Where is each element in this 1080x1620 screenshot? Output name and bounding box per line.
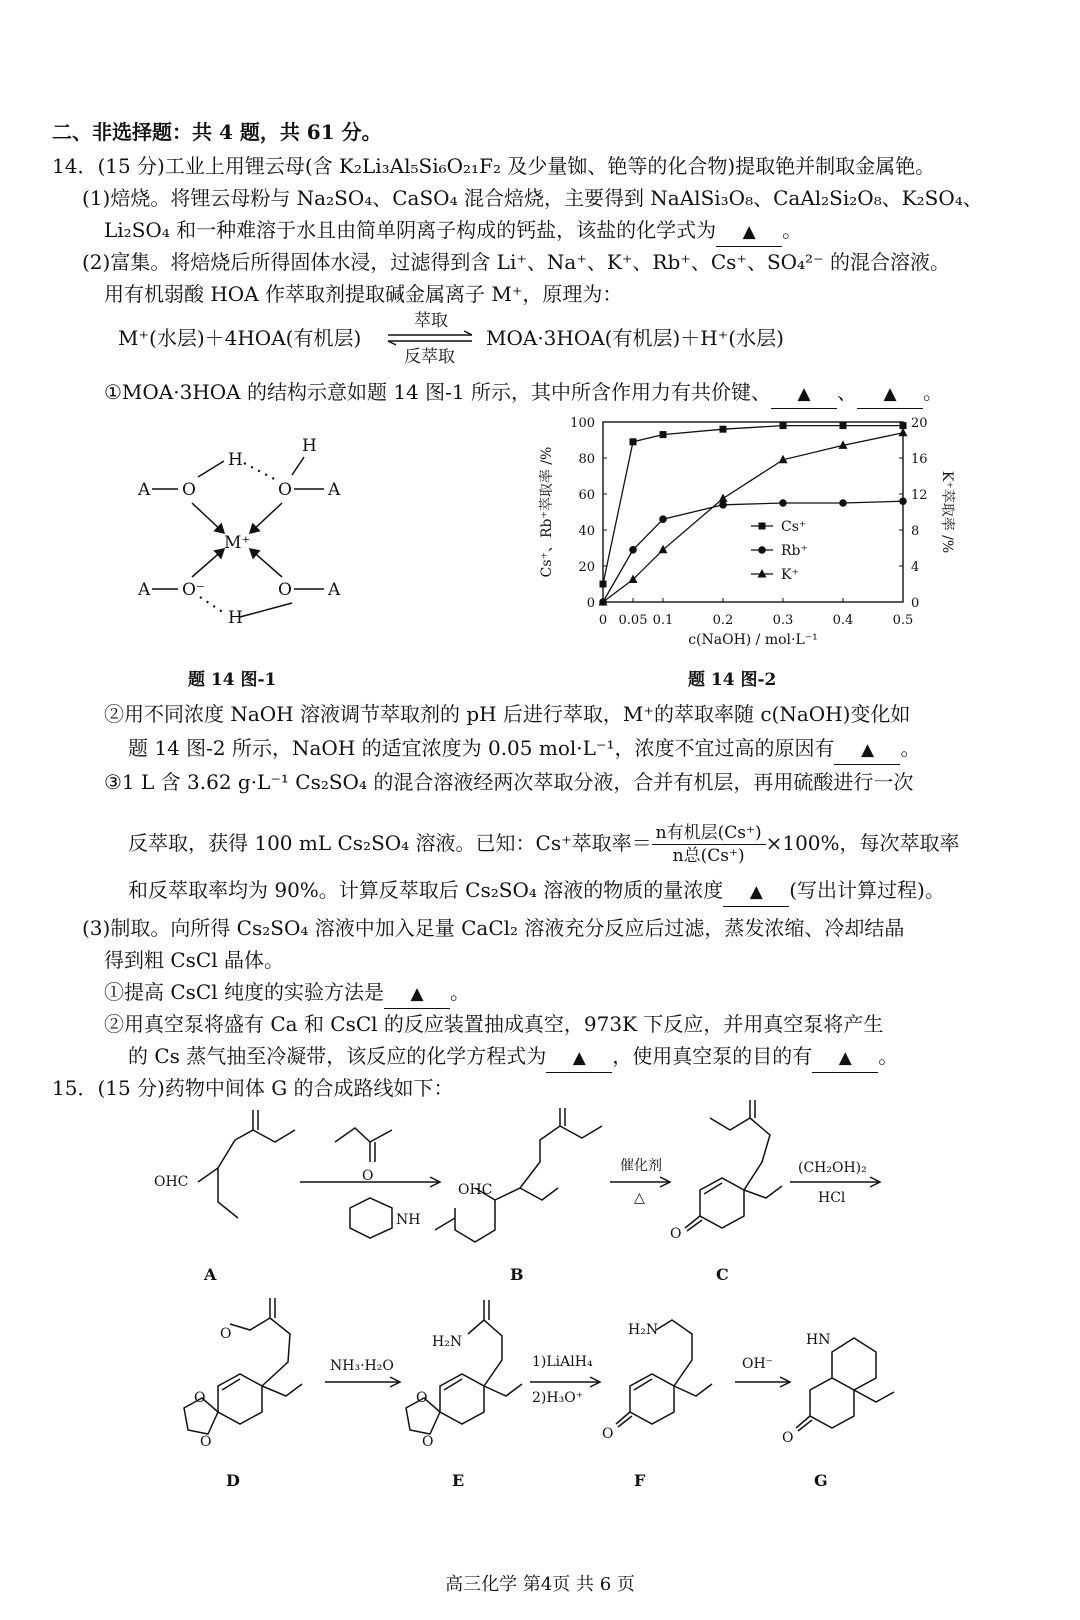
- answer-blank[interactable]: ▲: [771, 378, 837, 409]
- series-line-circle: [603, 501, 903, 602]
- legend-marker: [758, 546, 766, 554]
- compound-label-e: E: [452, 1471, 465, 1490]
- data-point-circle: [899, 497, 907, 505]
- compound-label-b: B: [510, 1265, 524, 1284]
- extraction-rate-fraction: $\frac{\text{n有机层(Cs⁺)}}{\text{n总(Cs⁺)}}$: [652, 822, 766, 867]
- x-tick-label: 0.3: [772, 613, 794, 628]
- synthesis-row1: [130, 1090, 950, 1300]
- q14-stem: 14．(15 分)工业上用锂云母(含 K₂Li₃Al₅Si₆O₂₁F₂ 及少量铷、铯等的化合物)提取铯并制取金属铯。: [52, 154, 936, 178]
- struct-label-a1: A: [138, 480, 151, 500]
- x-tick-label: 0.5: [892, 613, 914, 628]
- extraction-rate-chart: [525, 410, 995, 672]
- answer-blank[interactable]: ▲: [834, 734, 900, 765]
- fig2-caption: 题 14 图-2: [688, 670, 777, 690]
- struct-label-m: M⁺: [224, 533, 251, 553]
- y-left-axis-label: Cs⁺、Rb⁺萃取率 /%: [539, 446, 555, 578]
- struct-label-h3: H: [228, 608, 243, 628]
- y-right-axis-label: K⁺萃取率 /%: [939, 470, 955, 554]
- q14-part1-line1: (1)焙烧。将锂云母粉与 Na₂SO₄、CaSO₄ 混合焙烧，主要得到 NaAlSi₃O₈、CaAl₂Si₂O₈、K₂SO₄、: [82, 186, 983, 210]
- svg-text:O: O: [416, 1390, 428, 1406]
- answer-blank[interactable]: ▲: [546, 1042, 612, 1073]
- q14-part3-line2: 得到粗 CsCl 晶体。: [104, 948, 284, 972]
- reagent-heat: △: [634, 1190, 645, 1206]
- page-footer: 高三化学 第4页 共 6 页: [445, 1574, 635, 1595]
- answer-blank[interactable]: ▲: [384, 978, 450, 1009]
- data-point-circle: [839, 499, 847, 507]
- svg-text:O: O: [200, 1434, 212, 1450]
- reagent-lialh4: 1)LiAlH₄: [532, 1354, 593, 1370]
- y-right-tick-label: 8: [911, 524, 920, 539]
- q14-part2-line2: 用有机弱酸 HOA 作萃取剂提取碱金属离子 M⁺，原理为：: [104, 282, 623, 306]
- legend-marker: [759, 523, 766, 530]
- x-tick-label: 0.4: [832, 613, 854, 628]
- x-tick-label: 0: [598, 613, 608, 628]
- svg-text:O: O: [602, 1426, 614, 1442]
- data-point-square: [720, 426, 727, 433]
- y-left-tick-label: 40: [578, 524, 595, 539]
- compound-label-c: C: [716, 1265, 729, 1284]
- q14-part3-sub2-line2: 的 Cs 蒸气抽至冷凝带，该反应的化学方程式为 ▲ ，使用真空泵的目的有 ▲ 。: [128, 1042, 898, 1073]
- compound-label-a: A: [204, 1265, 217, 1284]
- chart-frame: [603, 422, 903, 602]
- fig1-caption: 题 14 图-1: [188, 670, 277, 690]
- y-left-tick-label: 100: [570, 416, 595, 431]
- reagent-hydroxide: OH⁻: [742, 1356, 774, 1372]
- struct-label-a3: A: [138, 580, 151, 600]
- x-tick-label: 0.1: [652, 613, 674, 628]
- series-line-square: [603, 426, 903, 584]
- equation-arrow-top: 萃取: [414, 311, 448, 331]
- reagent-catalyst: 催化剂: [620, 1158, 662, 1174]
- svg-text:O: O: [782, 1430, 794, 1446]
- equation-arrow-bottom: 反萃取: [404, 347, 455, 367]
- q14-sub1: ①MOA·3HOA 的结构示意如题 14 图-1 所示，其中所含作用力有共价键、 ▲ 、 ▲ 。: [104, 378, 943, 409]
- synthesis-row2: [150, 1290, 950, 1510]
- e-amide-label: H₂N: [432, 1334, 463, 1350]
- answer-blank[interactable]: ▲: [812, 1042, 878, 1073]
- data-point-circle: [659, 515, 667, 523]
- struct-label-a2: A: [328, 480, 341, 500]
- answer-blank[interactable]: ▲: [716, 216, 782, 247]
- y-left-tick-label: 60: [578, 488, 595, 503]
- q14-sub2-line1: ②用不同浓度 NaOH 溶液调节萃取剂的 pH 后进行萃取，M⁺的萃取率随 c(NaOH)变化如: [104, 702, 911, 726]
- q14-part1-line2: Li₂SO₄ 和一种难溶于水且由简单阴离子构成的钙盐，该盐的化学式为 ▲ 。: [104, 216, 802, 247]
- x-tick-label: 0.2: [712, 613, 734, 628]
- q14-part3-sub2-line1: ②用真空泵将盛有 Ca 和 CsCl 的反应装置抽成真空，973K 下反应，并用真空泵将产生: [104, 1012, 884, 1036]
- struct-label-o1: O: [182, 480, 196, 500]
- data-point-circle: [629, 546, 637, 554]
- b-cho-label: OHC: [458, 1182, 493, 1198]
- reagent-ethylene-glycol: (CH₂OH)₂: [798, 1160, 867, 1176]
- y-right-tick-label: 4: [911, 560, 920, 575]
- section-title: 二、非选择题：共 4 题，共 61 分。: [52, 120, 382, 144]
- data-point-circle: [779, 499, 787, 507]
- y-left-tick-label: 20: [578, 560, 595, 575]
- legend-label: Cs⁺: [781, 519, 807, 535]
- answer-blank[interactable]: ▲: [723, 876, 789, 907]
- y-left-tick-label: 0: [586, 596, 595, 611]
- struct-label-h2: H: [302, 436, 317, 456]
- struct-label-a4: A: [328, 580, 341, 600]
- svg-text:O: O: [670, 1226, 682, 1242]
- compound-label-f: F: [634, 1471, 646, 1490]
- svg-text:O: O: [220, 1326, 232, 1342]
- reagent-hcl: HCl: [818, 1190, 846, 1206]
- data-point-square: [840, 422, 847, 429]
- svg-text:O: O: [194, 1390, 206, 1406]
- compound-label-g: G: [814, 1471, 828, 1490]
- a-cho-label: OHC: [154, 1174, 189, 1190]
- y-right-tick-label: 12: [911, 488, 928, 503]
- equation-right: MOA·3HOA(有机层)＋H⁺(水层): [486, 326, 784, 350]
- q14-sub2-line2: 题 14 图-2 所示，NaOH 的适宜浓度为 0.05 mol·L⁻¹，浓度不宜过高的原因有 ▲ 。: [128, 734, 920, 765]
- q14-part3-sub1: ①提高 CsCl 纯度的实验方法是 ▲ 。: [104, 978, 470, 1009]
- reagent-ammonia: NH₃·H₂O: [330, 1358, 394, 1374]
- q14-part2-line1: (2)富集。将焙烧后所得固体水浸，过滤得到含 Li⁺、Na⁺、K⁺、Rb⁺、Cs⁺、SO₄²⁻ 的混合溶液。: [82, 250, 950, 274]
- legend-marker: [758, 569, 767, 578]
- y-right-tick-label: 16: [911, 452, 928, 467]
- equation-left: M⁺(水层)＋4HOA(有机层): [118, 326, 362, 350]
- q14-sub3-line3: 和反萃取率均为 90%。计算反萃取后 Cs₂SO₄ 溶液的物质的量浓度 ▲ (写出计算过程)。: [128, 876, 945, 907]
- data-point-square: [780, 422, 787, 429]
- data-point-square: [600, 581, 607, 588]
- q15-stem: 15．(15 分)药物中间体 G 的合成路线如下：: [52, 1076, 454, 1100]
- y-right-tick-label: 0: [911, 596, 920, 611]
- svg-text:O: O: [362, 1168, 374, 1184]
- data-point-square: [630, 438, 637, 445]
- legend-label: Rb⁺: [781, 543, 808, 559]
- data-point-triangle: [659, 545, 668, 554]
- piperidine-nh-label: NH: [396, 1212, 421, 1228]
- data-point-circle: [719, 501, 727, 509]
- q14-part1-text: Li₂SO₄ 和一种难溶于水且由简单阴离子构成的钙盐，该盐的化学式为: [104, 218, 717, 242]
- struct-label-o3: O⁻: [182, 580, 205, 600]
- q14-sub3-line1: ③1 L 含 3.62 g·L⁻¹ Cs₂SO₄ 的混合溶液经两次萃取分液，合并有机层，再用硫酸进行一次: [104, 770, 914, 794]
- struct-label-o4: O: [278, 580, 292, 600]
- x-axis-label: c(NaOH) / mol·L⁻¹: [688, 632, 818, 648]
- structure-diagram-fig1: [120, 425, 360, 640]
- struct-label-o2: O: [278, 480, 292, 500]
- series-line-triangle: [603, 433, 903, 602]
- y-right-tick-label: 20: [911, 416, 928, 431]
- q14-part3-line1: (3)制取。向所得 Cs₂SO₄ 溶液中加入足量 CaCl₂ 溶液充分反应后过滤，蒸发浓缩、冷却结晶: [82, 916, 905, 940]
- y-left-tick-label: 80: [578, 452, 595, 467]
- f-amine-label: H₂N: [628, 1322, 659, 1338]
- q14-sub3-line2: 反萃取，获得 100 mL Cs₂SO₄ 溶液。已知：Cs⁺萃取率＝ $\frac{\text{n有机层(Cs⁺)}}{\text{n总(Cs⁺)}}$ ×100%，每次萃取率: [128, 823, 960, 866]
- g-nh-label: HN: [806, 1332, 831, 1348]
- answer-blank[interactable]: ▲: [857, 378, 923, 409]
- legend-label: K⁺: [781, 567, 799, 583]
- x-tick-label: 0.05: [618, 613, 648, 628]
- data-point-triangle: [719, 494, 728, 503]
- data-point-square: [660, 431, 667, 438]
- svg-text:O: O: [422, 1434, 434, 1450]
- struct-label-h1: H: [228, 450, 243, 470]
- reagent-h3o: 2)H₃O⁺: [532, 1390, 584, 1406]
- compound-label-d: D: [226, 1471, 240, 1490]
